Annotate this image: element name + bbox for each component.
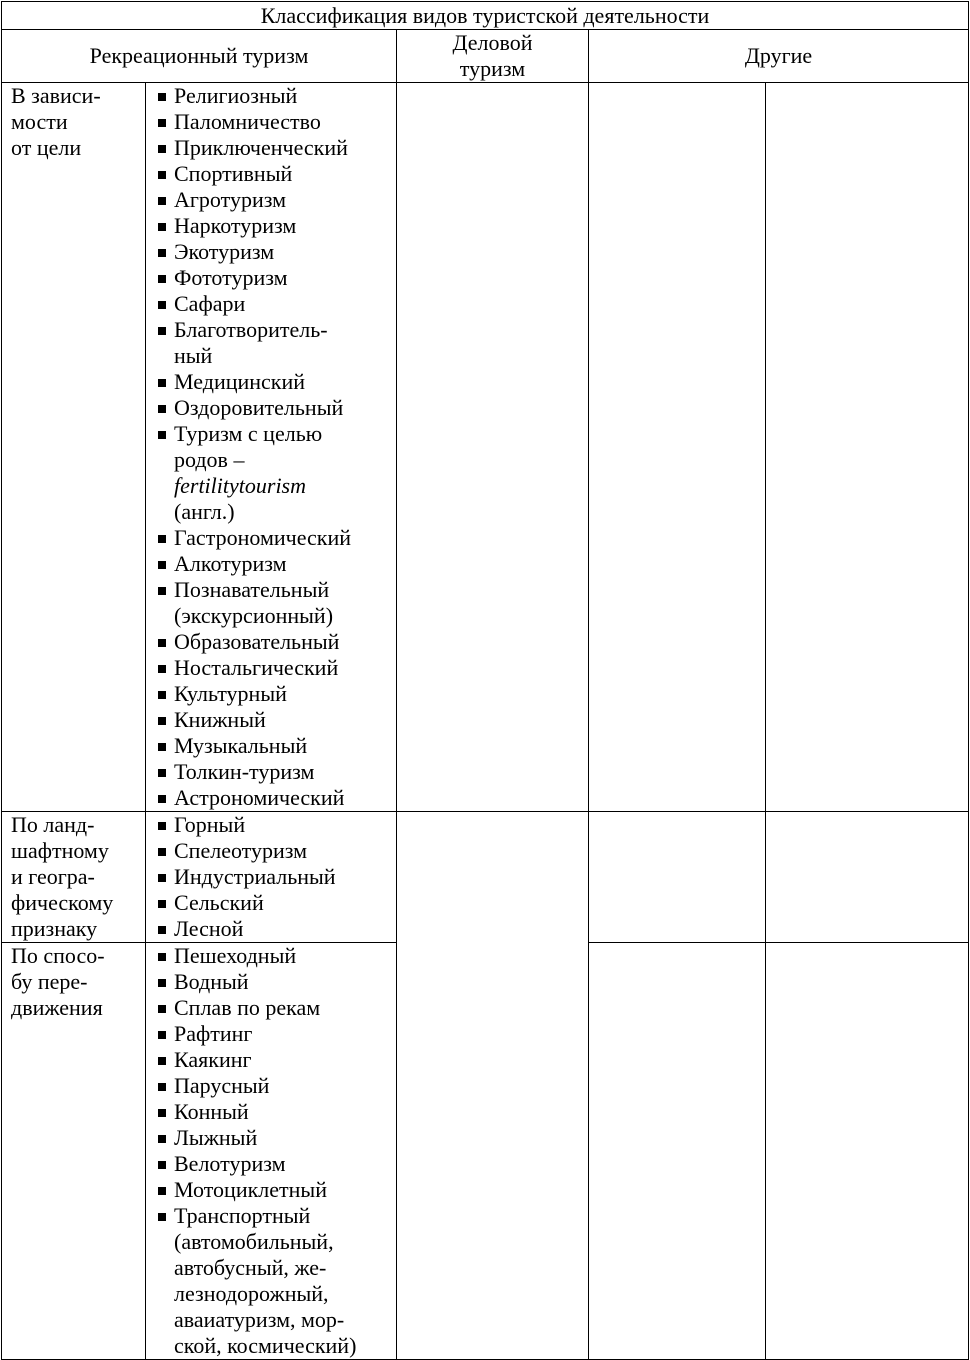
list-item [156, 812, 396, 838]
list-item-line: родов – [174, 447, 245, 472]
list-item [156, 551, 396, 577]
square-bullet-icon [158, 900, 166, 908]
list-item-line: Горный [174, 812, 246, 837]
list-item-line: Водный [174, 969, 249, 994]
list-item [156, 890, 396, 916]
square-bullet-icon [158, 874, 166, 882]
list-item-line: Алкотуризм [174, 551, 287, 576]
list-item [156, 969, 396, 995]
list-item-line: Сельский [174, 890, 264, 915]
list-item-line: Пешеходный [174, 943, 297, 968]
header-recreational-tourism: Рекреационный туризм [2, 30, 397, 83]
list-item-line: Книжный [174, 707, 266, 732]
criterion-line: и геогра- [11, 864, 95, 889]
criterion-line: признаку [11, 916, 98, 941]
list-item [156, 161, 396, 187]
square-bullet-icon [158, 848, 166, 856]
list-item [156, 1151, 396, 1177]
header-business-line: туризм [459, 56, 526, 81]
list-item [156, 1125, 396, 1151]
header-business-tourism [397, 30, 589, 83]
list-item-line: Медицинский [174, 369, 306, 394]
items-list [156, 943, 396, 1359]
criterion-line: бу пере- [11, 969, 88, 994]
table-row [2, 83, 969, 812]
list-item-line: Конный [174, 1099, 249, 1124]
list-item-line: Спортивный [174, 161, 293, 186]
square-bullet-icon [158, 639, 166, 647]
square-bullet-icon [158, 1083, 166, 1091]
header-other: Другие [589, 30, 969, 83]
items-cell [146, 943, 397, 1360]
square-bullet-icon [158, 431, 166, 439]
criterion-line: от цели [11, 135, 82, 160]
square-bullet-icon [158, 665, 166, 673]
criterion-cell [2, 812, 146, 943]
list-item-line: автобусный, же- [174, 1255, 327, 1280]
list-item [156, 369, 396, 395]
square-bullet-icon [158, 327, 166, 335]
square-bullet-icon [158, 119, 166, 127]
list-item-line: Сафари [174, 291, 246, 316]
list-item [156, 239, 396, 265]
criterion-line: По ланд- [11, 812, 95, 837]
list-item-line: Сплав по рекам [174, 995, 321, 1020]
list-item [156, 995, 396, 1021]
list-item-line: Наркотуризм [174, 213, 297, 238]
criterion-line: мости [11, 109, 68, 134]
criterion-line: По спосо- [11, 943, 105, 968]
items-cell [146, 83, 397, 812]
list-item-line: Лесной [174, 916, 244, 941]
list-item-line: Лыжный [174, 1125, 258, 1150]
other-cell [766, 812, 969, 943]
list-item-line: Гастрономический [174, 525, 352, 550]
list-item [156, 525, 396, 551]
square-bullet-icon [158, 979, 166, 987]
header-business-line: Деловой [452, 30, 533, 55]
list-item [156, 733, 396, 759]
list-item [156, 1021, 396, 1047]
square-bullet-icon [158, 1031, 166, 1039]
list-item [156, 421, 396, 525]
list-item [156, 1177, 396, 1203]
list-item-line: Толкин-туризм [174, 759, 315, 784]
list-item [156, 759, 396, 785]
list-item [156, 317, 396, 369]
list-item-line: Приключенческий [174, 135, 348, 160]
square-bullet-icon [158, 795, 166, 803]
list-item-line: Экотуризм [174, 239, 275, 264]
square-bullet-icon [158, 379, 166, 387]
list-item [156, 1047, 396, 1073]
square-bullet-icon [158, 275, 166, 283]
criterion-cell [2, 83, 146, 812]
items-list [156, 812, 396, 942]
square-bullet-icon [158, 743, 166, 751]
list-item [156, 655, 396, 681]
list-item-line: Ностальгический [174, 655, 339, 680]
items-cell [146, 812, 397, 943]
list-item-line: ный [174, 343, 213, 368]
criterion-line: шафтному [11, 838, 109, 863]
list-item-line: Парусный [174, 1073, 270, 1098]
list-item-line: ской, космический) [174, 1333, 357, 1358]
list-item [156, 577, 396, 629]
square-bullet-icon [158, 1213, 166, 1221]
square-bullet-icon [158, 587, 166, 595]
list-item-line: Рафтинг [174, 1021, 253, 1046]
list-item [156, 943, 396, 969]
square-bullet-icon [158, 561, 166, 569]
list-item [156, 83, 396, 109]
items-list [156, 83, 396, 811]
square-bullet-icon [158, 93, 166, 101]
criterion-line: В зависи- [11, 83, 101, 108]
square-bullet-icon [158, 822, 166, 830]
square-bullet-icon [158, 691, 166, 699]
list-item-line: (автомобильный, [174, 1229, 334, 1254]
square-bullet-icon [158, 171, 166, 179]
list-item-line: Мотоциклетный [174, 1177, 327, 1202]
other-cell [589, 943, 766, 1360]
square-bullet-icon [158, 405, 166, 413]
list-item-line: Музыкальный [174, 733, 308, 758]
list-item [156, 1073, 396, 1099]
criterion-cell [2, 943, 146, 1360]
list-item [156, 187, 396, 213]
list-item-line: (экскурсионный) [174, 603, 334, 628]
list-item [156, 1203, 396, 1359]
list-item [156, 838, 396, 864]
list-item-line: Спелеотуризм [174, 838, 308, 863]
table-row [2, 812, 969, 943]
other-cell [766, 943, 969, 1360]
list-item [156, 109, 396, 135]
square-bullet-icon [158, 1135, 166, 1143]
classification-table [1, 1, 969, 1360]
other-cell [589, 812, 766, 943]
list-item-line: fertilitytourism [174, 473, 306, 498]
list-item [156, 135, 396, 161]
square-bullet-icon [158, 1109, 166, 1117]
business-cell [397, 83, 589, 812]
list-item-line: аваиатуризм, мор- [174, 1307, 345, 1332]
criterion-line: фическому [11, 890, 114, 915]
list-item-line: Астрономический [174, 785, 345, 810]
list-item-line: (англ.) [174, 499, 235, 524]
list-item-line: Велотуризм [174, 1151, 286, 1176]
square-bullet-icon [158, 197, 166, 205]
list-item-line: Образовательный [174, 629, 340, 654]
other-cell [589, 83, 766, 812]
list-item [156, 785, 396, 811]
list-item-line: Познавательный [174, 577, 330, 602]
square-bullet-icon [158, 717, 166, 725]
square-bullet-icon [158, 1161, 166, 1169]
list-item-line: Оздоровительный [174, 395, 344, 420]
square-bullet-icon [158, 926, 166, 934]
square-bullet-icon [158, 1005, 166, 1013]
list-item-line: Транспортный [174, 1203, 311, 1228]
list-item-line: лезнодорожный, [174, 1281, 329, 1306]
list-item-line: Индустриальный [174, 864, 336, 889]
square-bullet-icon [158, 249, 166, 257]
criterion-line: движения [11, 995, 103, 1020]
square-bullet-icon [158, 145, 166, 153]
business-cell [397, 812, 589, 1360]
list-item [156, 291, 396, 317]
square-bullet-icon [158, 223, 166, 231]
list-item [156, 681, 396, 707]
square-bullet-icon [158, 301, 166, 309]
list-item [156, 629, 396, 655]
list-item-line: Агротуризм [174, 187, 287, 212]
table-title: Классификация видов туристской деятельности [2, 2, 969, 30]
square-bullet-icon [158, 953, 166, 961]
list-item [156, 395, 396, 421]
list-item [156, 265, 396, 291]
list-item-line: Каякинг [174, 1047, 252, 1072]
list-item-line: Фототуризм [174, 265, 288, 290]
list-item [156, 213, 396, 239]
list-item-line: Религиозный [174, 83, 298, 108]
list-item-line: Культурный [174, 681, 287, 706]
list-item-line: Благотворитель- [174, 317, 328, 342]
square-bullet-icon [158, 1187, 166, 1195]
list-item [156, 916, 396, 942]
list-item-line: Туризм с целью [174, 421, 323, 446]
square-bullet-icon [158, 769, 166, 777]
other-cell [766, 83, 969, 812]
list-item [156, 864, 396, 890]
square-bullet-icon [158, 1057, 166, 1065]
list-item-line: Паломничество [174, 109, 321, 134]
list-item [156, 1099, 396, 1125]
list-item [156, 707, 396, 733]
square-bullet-icon [158, 535, 166, 543]
